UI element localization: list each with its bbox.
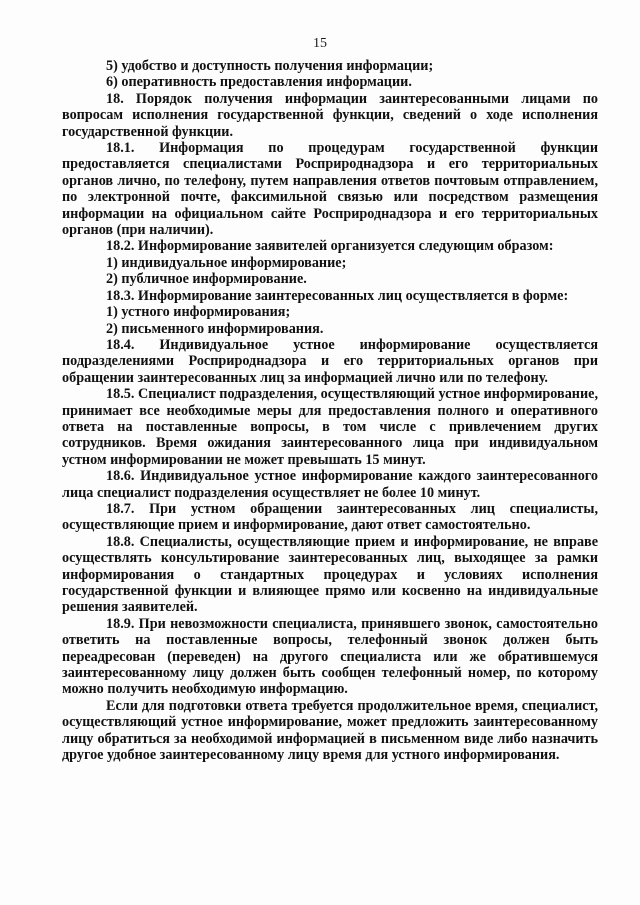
clause-18-3-item-1: 1) устного информирования; (106, 304, 291, 321)
list-item-5: 5) удобство и доступность получения информации; (106, 58, 434, 74)
list-item-6: 6) оперативность предоставления информации. (106, 74, 412, 91)
clause-18-7: 18.7. При устном обращении заинтересованных лиц специалисты, осуществляющие прием и информирование, дают ответ самостоятельно. (62, 500, 598, 534)
clause-18-4: 18.4. Индивидуальное устное информирование осуществляется подразделениями Росприроднадзора и его территориальных органов при обращении заинтересованных лиц за информацией лично или по телефону. (62, 336, 598, 386)
clause-18-6: 18.6. Индивидуальное устное информирование каждого заинтересованного лица специалист подразделения осуществляет не более 10 минут. (62, 468, 598, 501)
clause-18-5: 18.5. Специалист подразделения, осуществляющий устное информирование, принимает все необходимые меры для предоставления полного и оперативного ответа на поставленные вопросы, в том числе с привлечением других сотрудников. Время ожидания заинтересованного лица при индивидуальном устном информировании не может превышать 15 минут. (62, 386, 598, 468)
clause-18-3-item-2: 2) письменного информирования. (106, 320, 324, 337)
clause-18-8: 18.8. Специалисты, осуществляющие прием и информирование, не вправе осуществлять консультирование заинтересованных лиц, выходящее за рамки информирования о стандартных процедурах и условиях исполнения государственной функции и влияющее прямо или косвенно на индивидуальные решения заявителей. (62, 533, 598, 616)
clause-18-2: 18.2. Информирование заявителей организуется следующим образом: (106, 238, 554, 255)
page-number: 15 (313, 36, 327, 51)
clause-18-2-item-2: 2) публичное информирование. (106, 271, 307, 288)
clause-18-3: 18.3. Информирование заинтересованных лиц осуществляется в форме: (106, 287, 569, 304)
clause-18-9-continuation: Если для подготовки ответа требуется продолжительное время, специалист, осуществляющий устное информирование, может предложить заинтересованному лицу обратиться за необходимой информацией в письменном виде либо назначить другое удобное заинтересованному лицу время для устного информирования. (62, 697, 598, 764)
clause-18-9: 18.9. При невозможности специалиста, принявшего звонок, самостоятельно ответить на поставленные вопросы, телефонный звонок должен быть переадресован (переведен) на другого специалиста или же обратившемуся заинтересованному лицу должен быть сообщен телефонный номер, по которому можно получить необходимую информацию. (62, 615, 598, 698)
section-18-heading: 18. Порядок получения информации заинтересованными лицами по вопросам исполнения государственной функции, сведений о ходе исполнения государственной функции. (62, 90, 598, 140)
clause-18-2-item-1: 1) индивидуальное информирование; (106, 254, 347, 271)
document-body (62, 58, 598, 763)
clause-18-1: 18.1. Информация по процедурам государственной функции предоставляется специалистами Росприроднадзора и его территориальных органов лично, по телефону, путем направления ответов почтовым отправлением, по электронной почте, факсимильной связью или посредством размещения информации на официальном сайте Росприроднадзора и его территориальных органов (при наличии). (62, 140, 598, 239)
